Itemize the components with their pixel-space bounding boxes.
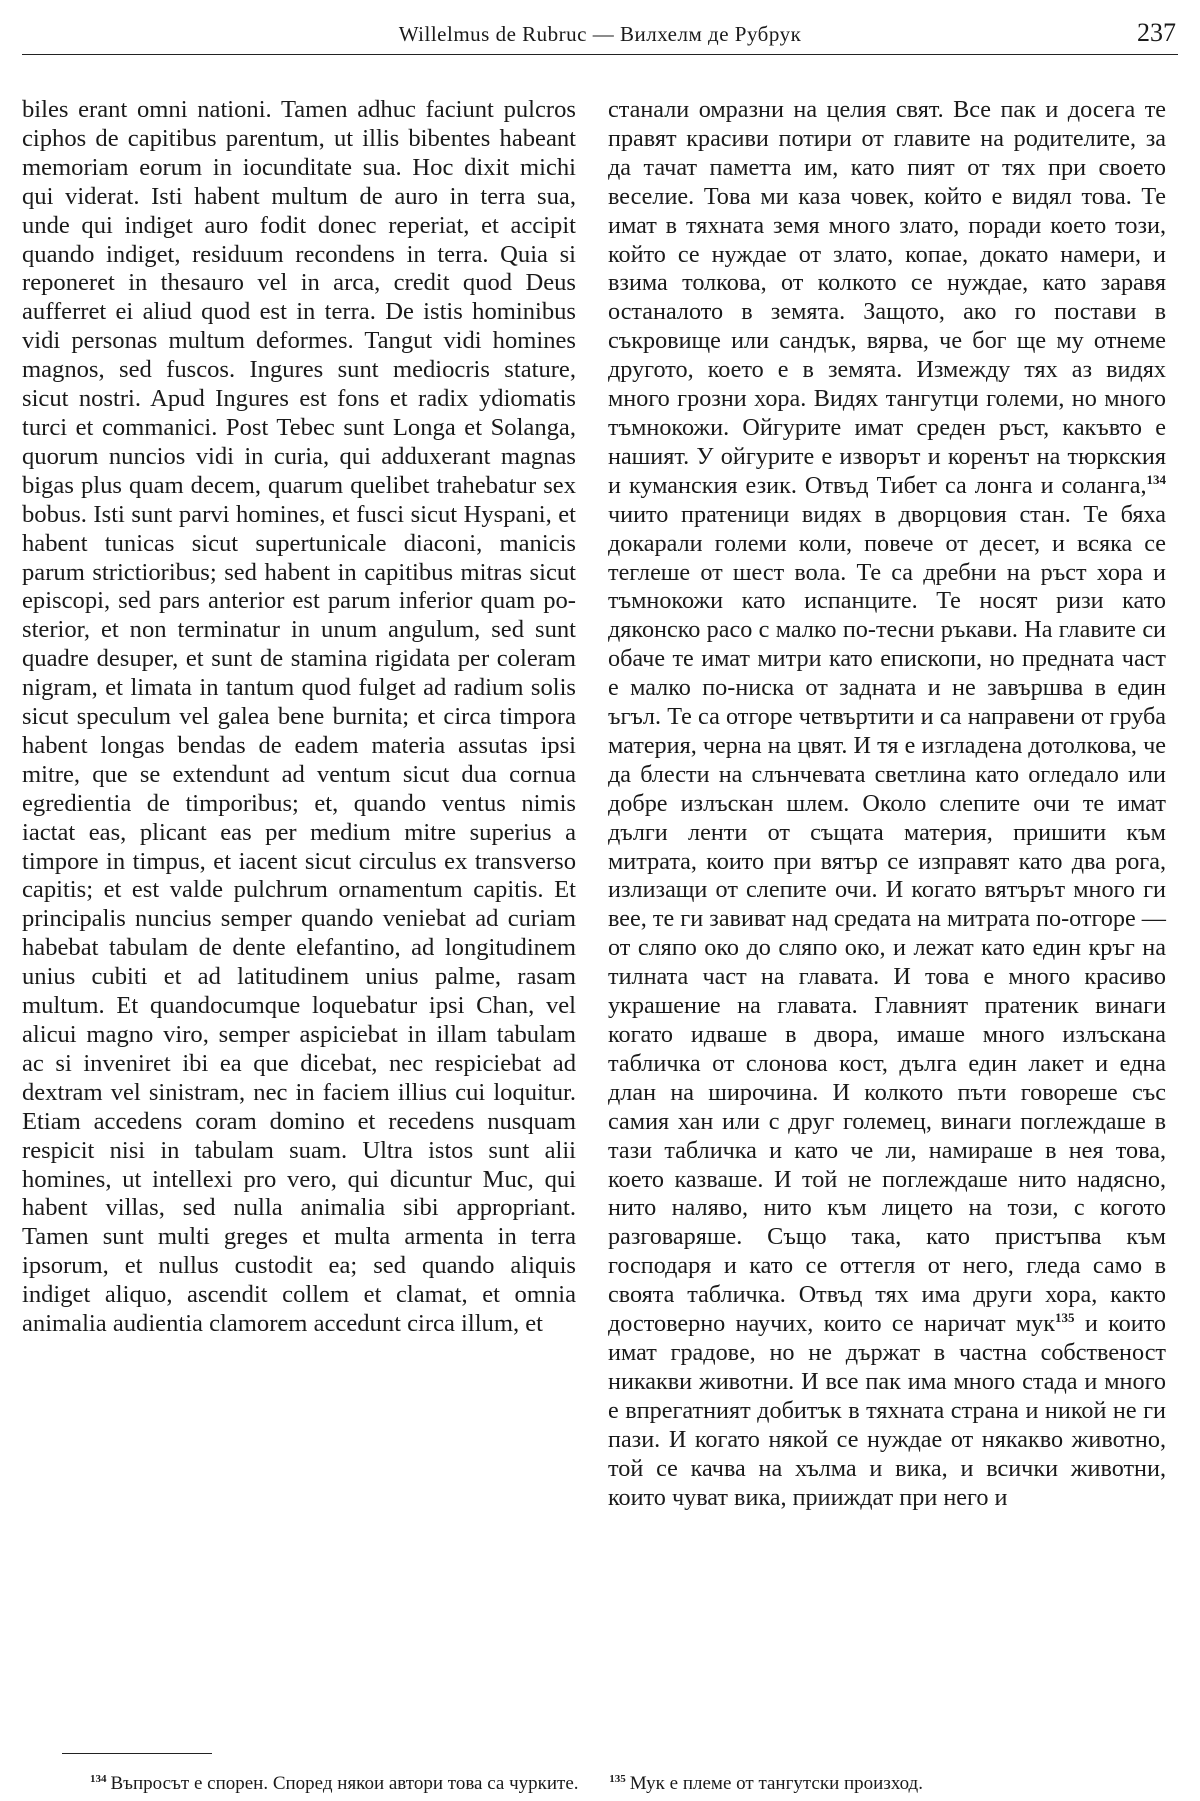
footnote-text: Мук е племе от тангутски произход. — [629, 1773, 923, 1795]
footnote-ref-134: 134 — [1146, 471, 1166, 487]
page-number: 237 — [1137, 18, 1176, 47]
footnote-135 — [609, 1773, 923, 1794]
footnote-number: 134 — [90, 1773, 107, 1785]
page-header — [22, 18, 1178, 55]
bulgarian-text-part-2: чиито пратеници видях в дворцовия стан. Те бяха докарали големи коли, повече от десет, и всяка се теглеше от шест вола. Те са дребни на ръст хора и тъмнокожи като испанците. Те носят ризи като дяконско расо с малко по-тесни ръкави. На главите си обаче те имат митри като епископи, но предната част е малко по-ниска от задната и не завършва в един ъгъл. Те са отгоре четвъртити и са направени от груба материя, черна на цвят. И тя е изгладена дотолкова, че да блести на слънчевата светлина като огледало или добре излъскан шлем. Около слепите очи те имат дълги ленти от същата материя, пришити към митрата, които при вятър се изправят като два рога, излизащи от слепите очи. И когато вятърът много ги вее, те ги завиват над средата на митрата по-отгоре — от сляпо око до сляпо око, и лежат като един кръг на тилната част на главата. И това е много красиво украшение на главата. Главният пратеник винаги когато идваше в двора, имаше много излъскана табличка от слонова кост, дълга един лакет и една длан на широчина. И колкото пъти говореше със самия хан или с друг големец, винаги поглеждаше в тази табличка и като че ли, намираше в нея това, което казваше. И той не поглеждаше нито надясно, нито наляво, нито към лицето на този, с когото разговаряше. Също така, като пристъпва към господаря и като се оттегля от него, гледа само в своята табличка. Отвъд тях има други хора, както достоверно научих, които се наричат мук — [608, 500, 1166, 1338]
bulgarian-text — [608, 96, 1166, 1512]
footnotes — [90, 1768, 1180, 1795]
footnote-number: 135 — [609, 1773, 626, 1785]
latin-column — [22, 96, 576, 1339]
running-title: Willelmus de Rubruc — Вилхелм де Рубрук — [398, 22, 802, 46]
footnote-text: Въпросът е спорен. Според някои автори това са чурките. — [110, 1773, 579, 1795]
footnote-rule — [62, 1753, 212, 1754]
footnote-134 — [90, 1773, 579, 1794]
bulgarian-text-part-1: станали омразни на целия свят. Все пак и досега те правят красиви потири от главите на родителите, за да тачат паметта им, като пият от тях при своето веселие. Това ми каза човек, който е видял това. Те имат в тяхната земя много злато, поради което този, който се нуждае от злато, копае, докато намери, и взима толкова, от колкото се нуждае, като заравя останалото в земята. Защото, ако го постави в съкровище или сандък, вярва, че бог ще му отнеме другото, което е в земята. Измежду тях аз видях много грозни хора. Видях тангутци големи, но много тъмнокожи. Ойгурите имат среден ръст, какъвто е нашият. У ойгурите е изворът и коренът на тюркския и куманския език. Отвъд Тибет са лонга и соланга, — [608, 96, 1166, 499]
latin-text: biles erant omni nationi. Tamen adhuc faciunt pulcros ciphos de capitibus parentum, ut illis bibentes habeant memoriam eorum in iocunditate sua. Hoc dixit michi qui viderat. Isti habent multum de auro in terra sua, unde qui indiget auro fodit donec reperiat, et accipit quando indiget, residuum recondens in terra. Quia si reponeret in thesauro vel in arca, credit quod Deus aufferret ei aliud quod est in terra. De istis hominibus vidi personas multum deformes. Tangut vidi homines magnos, sed fuscos. Ingures sunt mediocris stature, sicut nostri. Apud Ingures est fons et radix ydiomatis turci et commanici. Post Tebec sunt Longa et Solanga, quorum nuncios vidi in curia, qui adduxerant magnas bigas plus quam decem, quarum quelibet trahebatur sex bobus. Isti sunt parvi homines, et fusci sicut Hyspani, et habent tunicas sicut supertunicale diaconi, manicis parum strictioribus; sed habent in capitibus mitras sicut episcopi, sed pars anterior est parum inferior quam posterior, et non terminatur in unum angulum, sed sunt quadre desuper, et sunt de stamina rigidata per coleram nigram, et limata in tantum quod fulget ad radium solis sicut speculum vel galea bene burnita; et circa timpora habent longas bendas de eadem materia assutas ipsi mitre, que se extendunt ad ventum sicut dua cornua egredientia de timporibus; et, quando ventus nimis iactat eas, plicant eas per medium mitre superius a timpore in timpus, et iacent sicut circulus ex transverso capitis; et est valde pulchrum ornamentum capitis. Et principalis nuncius semper quando veniebat ad curiam habebat tabulam de dente elefantino, ad longitudinem unius cubiti et ad latitudinem unius palme, rasam multum. Et quandocumque loquebatur ipsi Chan, vel alicui magno viro, semper aspiciebat in illam tabulam ac si inveniret ibi ea que dicebat, nec respiciebat ad dextram vel sinistram, nec in faciem illius cui loquitur. Etiam accedens coram domino et recedens nusquam respicit nisi in tabulam suam. Ultra istos sunt alii homines, ut intellexi pro vero, qui dicuntur Muc, qui habent villas, sed nulla animalia sibi appropriant. Tamen sunt multi greges et multa armenta in terra ipsorum, et nullus custodit ea; sed quando aliquis indiget aliquo, ascendit collem et clamat, et omnia animalia audientia clamorem accedunt circa illum, et — [22, 96, 576, 1338]
footnote-ref-135: 135 — [1055, 1310, 1075, 1325]
bulgarian-column — [608, 96, 1166, 1512]
bulgarian-text-part-3: и които имат градове, но не държат в частна собственост никакви животни. И все пак има много стада и много е впрегатният добитък в тяхната страна и никой не ги пази. И когато някой се нуждае от някакво животно, той се качва на хълма и вика, и всички животни, които чуват вика, прииждат при него и — [608, 1310, 1166, 1511]
